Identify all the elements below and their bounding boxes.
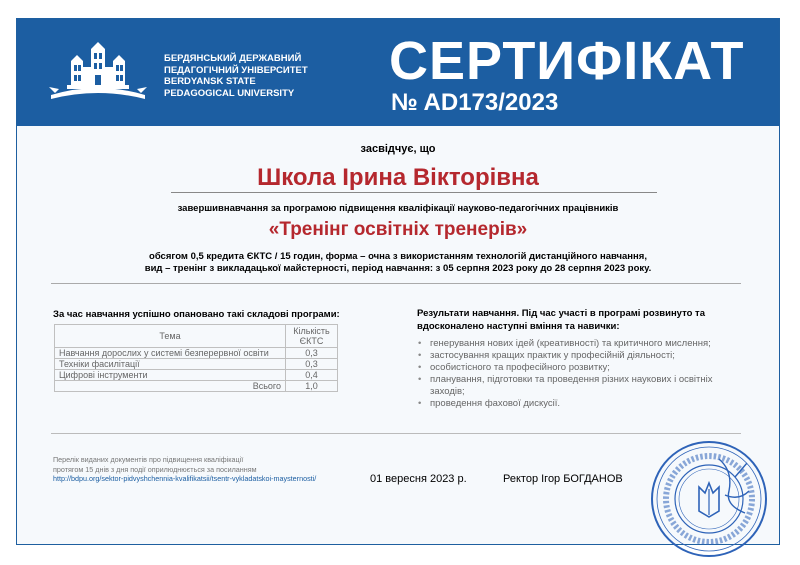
recipient-name: Школа Ірина Вікторівна — [257, 164, 539, 191]
table-row — [55, 370, 338, 381]
certificate-number: № AD173/2023 — [391, 89, 559, 116]
name-divider — [171, 192, 657, 193]
certificate-frame — [16, 18, 780, 545]
column-header-theme: Тема — [55, 325, 286, 348]
section-divider — [51, 283, 741, 284]
theme-cell: Навчання дорослих у системі безперервної освіти — [55, 348, 286, 359]
registry-link[interactable]: http://bdpu.org/sektor-pidvyshchennia-kvalifikatsii/tsentr-vykladatskoi-maysternosti/ — [53, 474, 317, 483]
results-title-line: вдосконалено наступні вміння та навички: — [417, 321, 620, 332]
footer-divider — [51, 433, 741, 434]
university-name-line: PEDAGOGICAL UNIVERSITY — [164, 87, 295, 99]
attests-text: засвідчує, що — [360, 143, 436, 155]
program-title: «Тренінг освітніх тренерів» — [268, 219, 528, 240]
official-seal-icon — [649, 439, 769, 559]
programs-table — [54, 324, 338, 392]
university-name — [164, 53, 308, 99]
list-item: • планування, підготовки та проведення різних наукових і освітніх заходів; — [417, 374, 727, 397]
completed-text: завершивнавчання за програмою підвищення кваліфікації науково-педагогічних працівників — [177, 203, 619, 214]
results-list — [417, 338, 727, 410]
results-title-line: Результати навчання. Під час участі в програмі розвинуто та — [417, 308, 705, 319]
list-item: • особистісного та професійного розвитку; — [417, 362, 727, 374]
registry-note-line: протягом 15 днів з дня події оприлюднюється за посиланням — [53, 464, 257, 474]
theme-cell: Цифрові інструменти — [55, 370, 286, 381]
total-value: 1,0 — [286, 381, 338, 392]
theme-cell: Техніки фасилітації — [55, 359, 286, 370]
credits-cell: 0,3 — [286, 359, 338, 370]
credits-cell: 0,3 — [286, 348, 338, 359]
program-description-line: вид – тренінг з викладацької майстерності, період навчання: з 05 серпня 2023 року до 28 серпня 2023 року. — [144, 263, 652, 274]
list-item: • проведення фахової дискусії. — [417, 398, 727, 410]
table-row — [55, 348, 338, 359]
university-name-line: ПЕДАГОГІЧНИЙ УНІВЕРСИТЕТ — [164, 64, 308, 76]
programs-title: За час навчання успішно опановано такі складові програми: — [53, 309, 340, 320]
registry-note — [53, 455, 316, 484]
total-label: Всього — [55, 381, 286, 392]
column-header-credits: Кількість ЄКТС — [286, 325, 338, 348]
program-description-line: обсягом 0,5 кредита ЄКТС / 15 годин, форма – очна з використанням технологій дистанційного навчання, — [149, 251, 647, 262]
results-title — [417, 307, 705, 333]
certificate-title: СЕРТИФІКАТ — [389, 31, 745, 91]
issue-date: 01 вересня 2023 р. — [370, 473, 467, 485]
list-item: • застосування кращих практик у професійній діяльності; — [417, 350, 727, 362]
university-name-line: БЕРДЯНСЬКИЙ ДЕРЖАВНИЙ — [164, 53, 302, 64]
table-row — [55, 359, 338, 370]
header-banner — [17, 19, 779, 126]
rector-signature-line: Ректор Ігор БОГДАНОВ — [503, 473, 623, 485]
table-header-row — [55, 325, 338, 348]
credits-cell: 0,4 — [286, 370, 338, 381]
registry-note-line: Перелік виданих документів про підвищення кваліфікації — [53, 455, 244, 464]
table-total-row — [55, 381, 338, 392]
university-logo-icon — [47, 41, 149, 101]
list-item: • генерування нових ідей (креативності) та критичного мислення; — [417, 338, 727, 350]
university-name-line: BERDYANSK STATE — [164, 76, 256, 87]
